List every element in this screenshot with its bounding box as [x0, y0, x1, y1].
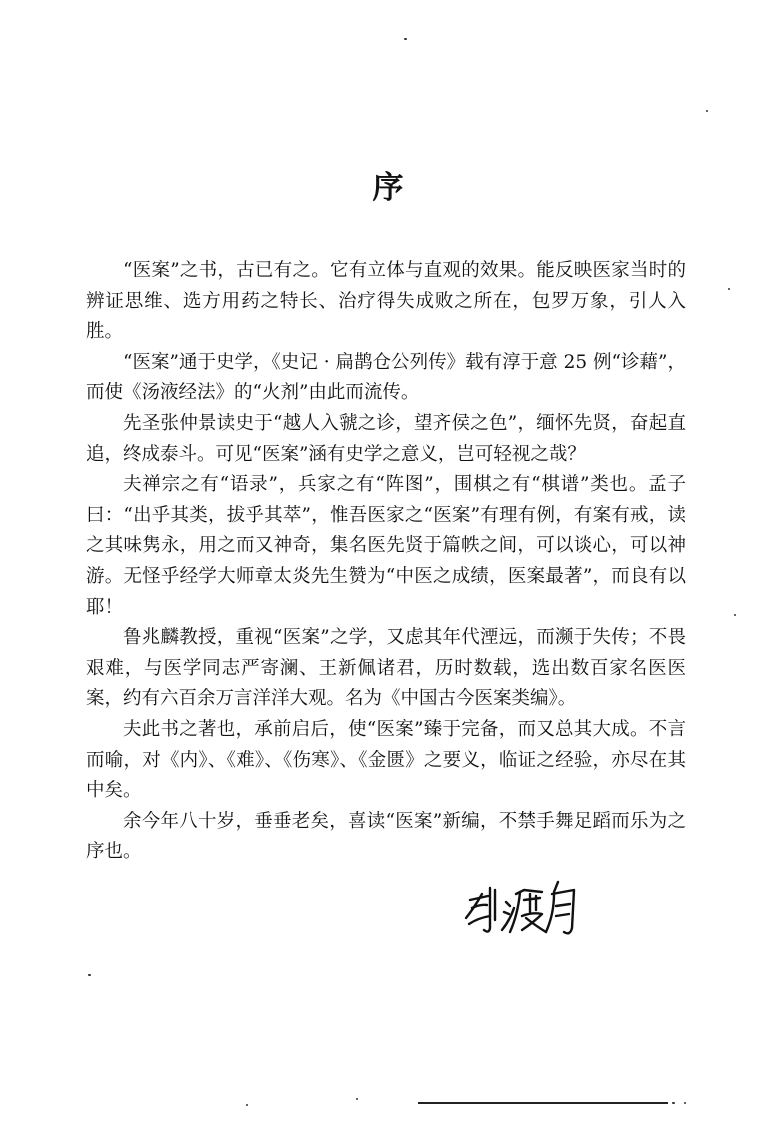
- scan-speck: [734, 614, 736, 616]
- scan-speck: [246, 1104, 248, 1106]
- scan-speck: [706, 110, 708, 112]
- scan-speck: [672, 1102, 675, 1104]
- paragraph: 先圣张仲景读史于“越人入虢之诊，望齐侯之色”，缅怀先贤，奋起直追，终成泰斗。可见“医案”涵有史学之意义，岂可轻视之哉？: [86, 412, 686, 465]
- paragraph: 夫禅宗之有“语录”，兵家之有“阵图”，围棋之有“棋谱”类也。孟子曰：“出乎其类，拔乎其萃”，惟吾医家之“医案”有理有例，有案有戒，读之其味隽永，用之而又神奇，集名医先贤于篇帙之间，可以谈心，可以神游。无怪乎经学大师章太炎先生赞为“中医之成绩，医案最著”，而良有以耶！: [86, 474, 686, 618]
- paragraph: 鲁兆麟教授，重视“医案”之学，又虑其年代湮远，而濒于失传；不畏艰难，与医学同志严寄澜、王新佩诸君，历时数载，选出数百家名医医案，约有六百余万言洋洋大观。名为《中国古今医案类编》。: [86, 627, 686, 710]
- paragraph: 余今年八十岁，垂垂老矣，喜读“医案”新编，不禁手舞足蹈而乐为之序也。: [86, 810, 686, 863]
- scan-speck: [356, 1098, 358, 1100]
- bottom-edge-rule: [418, 1102, 668, 1104]
- scan-speck: [728, 288, 730, 290]
- paragraph: “医案”通于史学，《史记 · 扁鹊仓公列传》载有淳于意 25 例“诊藉”，而使《汤液经法》的“火剂”由此而流传。: [86, 351, 686, 404]
- handwritten-signature: [460, 878, 588, 940]
- scan-speck: [404, 38, 407, 40]
- preface-body: [86, 256, 686, 868]
- scan-speck: [684, 1102, 686, 1104]
- paragraph: 夫此书之著也，承前启后，使“医案”臻于完备，而又总其大成。不言而喻，对《内》、《难》、《伤寒》、《金匮》之要义，临证之经验，亦尽在其中矣。: [86, 718, 686, 802]
- paragraph: “医案”之书，古已有之。它有立体与直观的效果。能反映医家当时的辨证思维、选方用药之特长、治疗得失成败之所在，包罗万象，引人入胜。: [86, 260, 686, 343]
- page-title: 序: [372, 170, 406, 206]
- scan-speck: [88, 974, 91, 976]
